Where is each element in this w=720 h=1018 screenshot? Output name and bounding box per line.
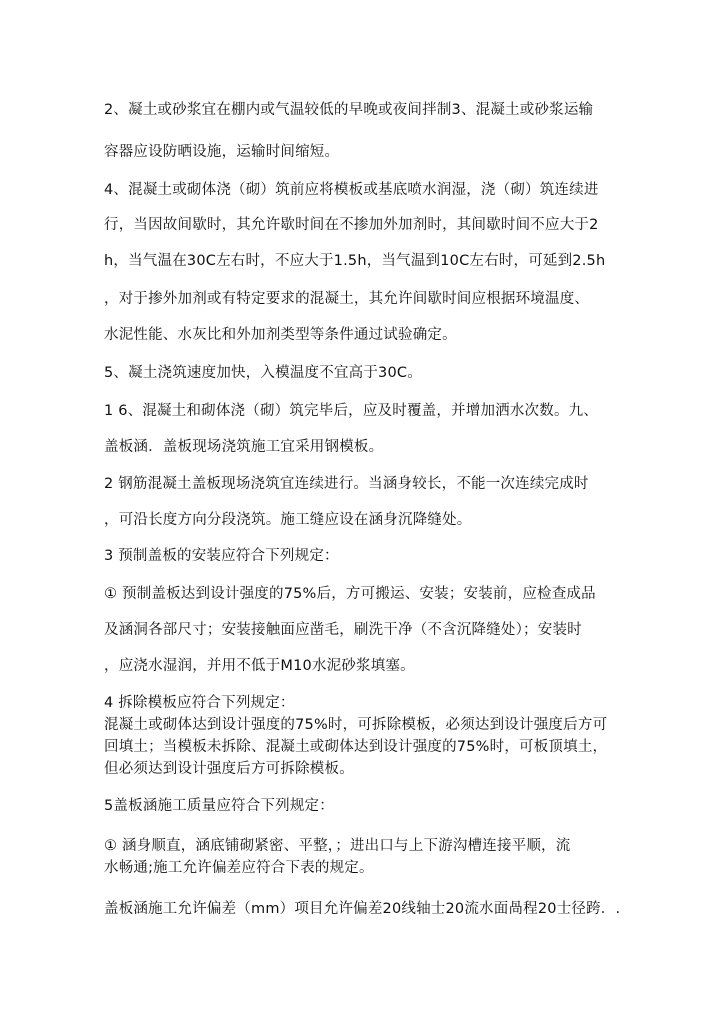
text-line: 行，当因故间歇时，其允许歇时间在不掺加外加剂时，其间歇时间不应大于2: [104, 217, 599, 233]
text-line: 水泥性能、水灰比和外加剂类型等条件通过试验确定。: [104, 327, 457, 343]
text-line: 盖板涵．盖板现场浇筑施工宜采用钢模板。: [104, 439, 384, 455]
text-line: 但必须达到设计强度后方可拆除模板。: [104, 761, 354, 777]
text-line: 容器应设防晒设施，运输时间缩短。: [104, 144, 340, 160]
text-line: ，可沿长度方向分段浇筑。施工缝应设在涵身沉降缝处。: [104, 512, 472, 528]
text-line: ① 涵身顺直，涵底铺砌紧密、平整，；进出口与上下游沟槽连接平顺，流: [104, 838, 571, 854]
text-line: h，当气温在30C左右时，不应大于1.5h，当气温到10C左右时，可延到2.5h: [104, 253, 606, 269]
text-line: 1 6、混凝土和砌体浇（砌）筑完毕后，应及时覆盖，并增加洒水次数。九、: [104, 403, 599, 419]
text-line: 3 预制盖板的安装应符合下列规定：: [104, 548, 339, 564]
text-line: ，应浇水湿润，并用不低于M10水泥砂浆填塞。: [104, 658, 415, 674]
text-line: 2、凝土或砂浆宜在棚内或气温较低的早晚或夜间拌制3、混凝土或砂浆运输: [104, 102, 594, 118]
text-line: 盖板涵施工允许偏差（mm）项目允许偏差20线轴士20流水面咼程20士径跨．.: [104, 901, 621, 917]
text-line: 5、凝土浇筑速度加快，入模温度不宜高于30C。: [104, 365, 422, 381]
text-line: ，对于掺外加剂或有特定要求的混凝土，其允许间歇时间应根据环境温度、: [104, 291, 590, 307]
text-line: 2 钢筋混凝土盖板现场浇筑宜连续进行。当涵身较长，不能一次连续完成时: [104, 476, 589, 492]
text-line: 水畅通;施工允许偏差应符合下表的规定。: [104, 860, 374, 876]
text-line: 混凝土或砌体达到设计强度的75%时，可拆除模板，必须达到设计强度后方可: [104, 717, 608, 733]
text-line: 及涵洞各部尺寸；安装接触面应凿毛，刷洗干净（不含沉降缝处）；安装时: [104, 622, 582, 638]
text-line: 回填土；当模板未拆除、混凝土或砌体达到设计强度的75%时，可板顶填土，: [104, 739, 608, 755]
text-line: 5盖板涵施工质量应符合下列规定：: [104, 798, 334, 814]
text-line: ① 预制盖板达到设计强度的75%后，方可搬运、安装；安装前，应检查成品: [104, 586, 596, 602]
text-line: 4 拆除模板应符合下列规定：: [104, 695, 295, 711]
text-line: 4、混凝土或砌体浇（砌）筑前应将模板或基底喷水润湿，浇（砌）筑连续进: [104, 182, 599, 198]
